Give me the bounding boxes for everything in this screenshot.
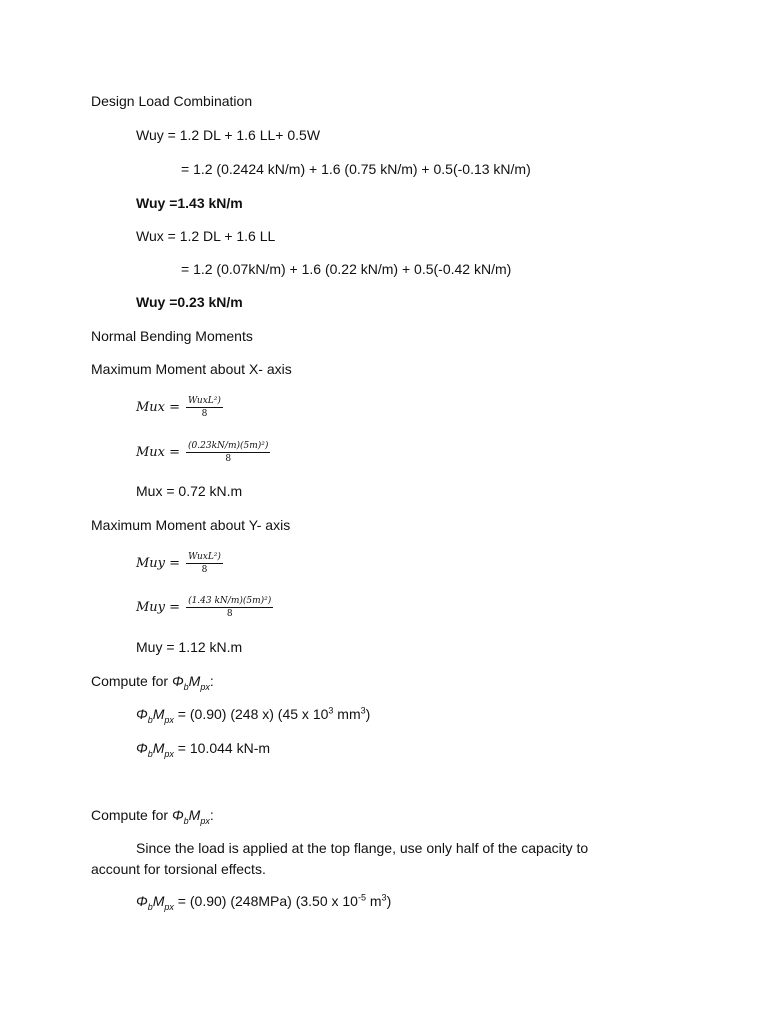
fraction-denominator: 8 bbox=[201, 409, 208, 419]
mux-result: Mux = 0.72 kN.m bbox=[136, 483, 243, 499]
muy-general-equation bbox=[136, 551, 223, 576]
phimpx-capacity-result: $\Phi_bM_{px} = 10.044$ kN-m bbox=[136, 740, 271, 759]
wuy-result: Wuy =1.43 kN/m bbox=[136, 195, 243, 211]
compute-phimpx-heading-1: Compute for $\Phi_bM_{px}$: bbox=[91, 673, 214, 692]
wux-substitution: = 1.2 (0.07kN/m) + 1.6 (0.22 kN/m) + 0.5(-0.42 kN/m) bbox=[181, 261, 512, 277]
compute-phimpx-heading-2: Compute for $\Phi_bM_{px}$: bbox=[91, 807, 214, 826]
mux-general-equation bbox=[136, 395, 223, 420]
muy-lhs: Muy = bbox=[136, 556, 181, 571]
design-load-heading: Design Load Combination bbox=[91, 93, 253, 109]
muy-numeric-equation bbox=[136, 595, 273, 620]
fraction-denominator: 8 bbox=[225, 454, 232, 464]
phimpx-torsion-expression: $\Phi_bM_{px} = (0.90)$ (248MPa) (3.50 x $10^{-5}$ $m^3$) bbox=[136, 892, 392, 912]
muy-numeric-fraction bbox=[186, 595, 273, 620]
muy-result: Muy = 1.12 kN.m bbox=[136, 639, 243, 655]
mux-numeric-equation bbox=[136, 440, 270, 465]
wuy-substitution: = 1.2 (0.2424 kN/m) + 1.6 (0.75 kN/m) + 0.5(-0.13 kN/m) bbox=[181, 161, 531, 177]
muy-lhs: Muy = bbox=[136, 600, 181, 615]
wuy-formula: Wuy = 1.2 DL + 1.6 LL+ 0.5W bbox=[136, 127, 321, 143]
mux-lhs: Mux = bbox=[136, 445, 181, 460]
mux-numeric-fraction bbox=[186, 440, 270, 465]
max-moment-x-heading: Maximum Moment about X- axis bbox=[91, 361, 292, 377]
mux-general-fraction bbox=[186, 395, 223, 420]
wux-result: Wuy =0.23 kN/m bbox=[136, 294, 243, 310]
mux-lhs: Mux = bbox=[136, 400, 181, 415]
torsion-note-paragraph: Since the load is applied at the top flange, use only half of the capacity to account for torsional effects. bbox=[91, 840, 589, 877]
fraction-numerator: WuxL²) bbox=[188, 552, 221, 562]
phimpx-capacity-expression: $\Phi_bM_{px} = (0.90)$ (248 x) (45 x $10^3$ $mm^3$) bbox=[136, 705, 371, 725]
fraction-numerator: (1.43 kN/m)(5m)²) bbox=[188, 596, 272, 606]
max-moment-y-heading: Maximum Moment about Y- axis bbox=[91, 517, 291, 533]
fraction-denominator: 8 bbox=[201, 565, 208, 575]
fraction-numerator: (0.23kN/m)(5m)²) bbox=[188, 441, 269, 451]
fraction-numerator: WuxL²) bbox=[188, 396, 221, 406]
wux-formula: Wux = 1.2 DL + 1.6 LL bbox=[136, 228, 276, 244]
muy-general-fraction bbox=[186, 551, 223, 576]
normal-bending-heading: Normal Bending Moments bbox=[91, 328, 253, 344]
fraction-denominator: 8 bbox=[226, 609, 233, 619]
